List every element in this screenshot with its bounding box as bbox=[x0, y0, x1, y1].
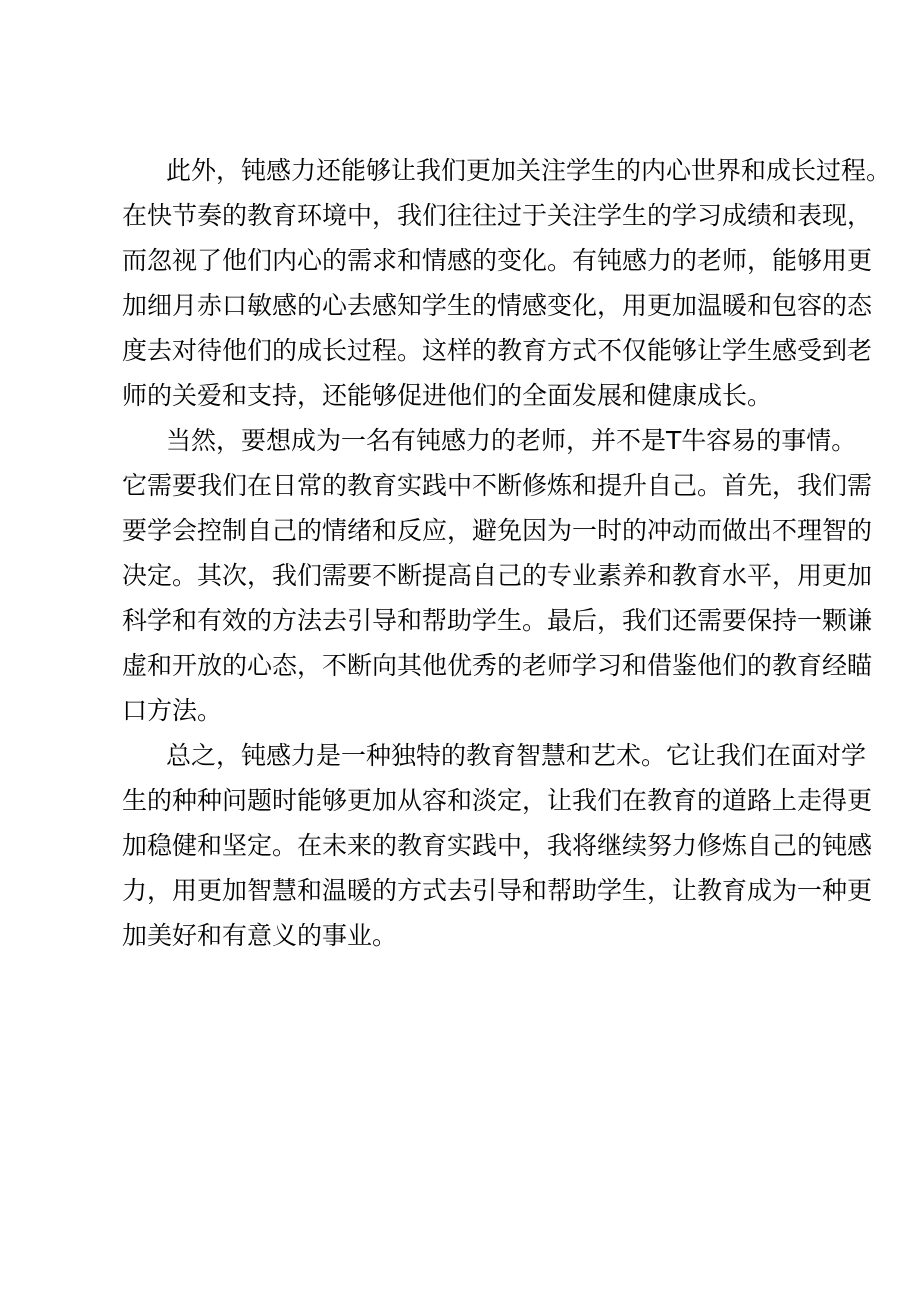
paragraph-line: 当然，要想成为一名有钝感力的老师，并不是T牛容易的事情。 bbox=[166, 426, 857, 455]
paragraph-line: 加稳健和坚定。在未来的教育实践中，我将继续努力修炼自己的钝感 bbox=[122, 831, 873, 860]
document-page bbox=[122, 148, 892, 958]
paragraph-line: 在快节奏的教育环境中，我们往往过于关注学生的学习成绩和表现， bbox=[122, 201, 873, 230]
paragraph-line: 度去对待他们的成长过程。这样的教育方式不仅能够让学生感受到老 bbox=[122, 336, 873, 365]
paragraph-sensitivity-attention bbox=[122, 148, 892, 418]
paragraph-line: 口方法。 bbox=[122, 696, 223, 725]
paragraph-line: 要学会控制自己的情绪和反应，避免因为一时的冲动而做出不理智的 bbox=[122, 516, 873, 545]
paragraph-line: 生的种种问题时能够更加从容和淡定，让我们在教育的道路上走得更 bbox=[122, 786, 873, 815]
paragraph-line: 师的关爱和支持，还能够促进他们的全面发展和健康成长。 bbox=[122, 381, 773, 410]
paragraph-line: 总之，钝感力是一种独特的教育智慧和艺术。它让我们在面对学 bbox=[166, 741, 867, 770]
paragraph-line: 力，用更加智慧和温暖的方式去引导和帮助学生，让教育成为一种更 bbox=[122, 876, 873, 905]
paragraph-conclusion bbox=[122, 733, 873, 958]
paragraph-line: 决定。其次，我们需要不断提高自己的专业素养和教育水平，用更加 bbox=[122, 561, 873, 590]
paragraph-line: 加细月赤口敏感的心去感知学生的情感变化，用更加温暖和包容的态 bbox=[122, 291, 873, 320]
paragraph-becoming-teacher bbox=[122, 418, 873, 733]
paragraph-line: 加美好和有意义的事业。 bbox=[122, 921, 398, 950]
paragraph-line: 此外，钝感力还能够让我们更加关注学生的内心世界和成长过程。 bbox=[166, 156, 892, 185]
paragraph-line: 科学和有效的方法去引导和帮助学生。最后，我们还需要保持一颗谦 bbox=[122, 606, 873, 635]
paragraph-line: 它需要我们在日常的教育实践中不断修炼和提升自己。首先，我们需 bbox=[122, 471, 873, 500]
paragraph-line: 而忽视了他们内心的需求和情感的变化。有钝感力的老师，能够用更 bbox=[122, 246, 873, 275]
paragraph-line: 虚和开放的心态，不断向其他优秀的老师学习和借鉴他们的教育经瞄 bbox=[122, 651, 873, 680]
